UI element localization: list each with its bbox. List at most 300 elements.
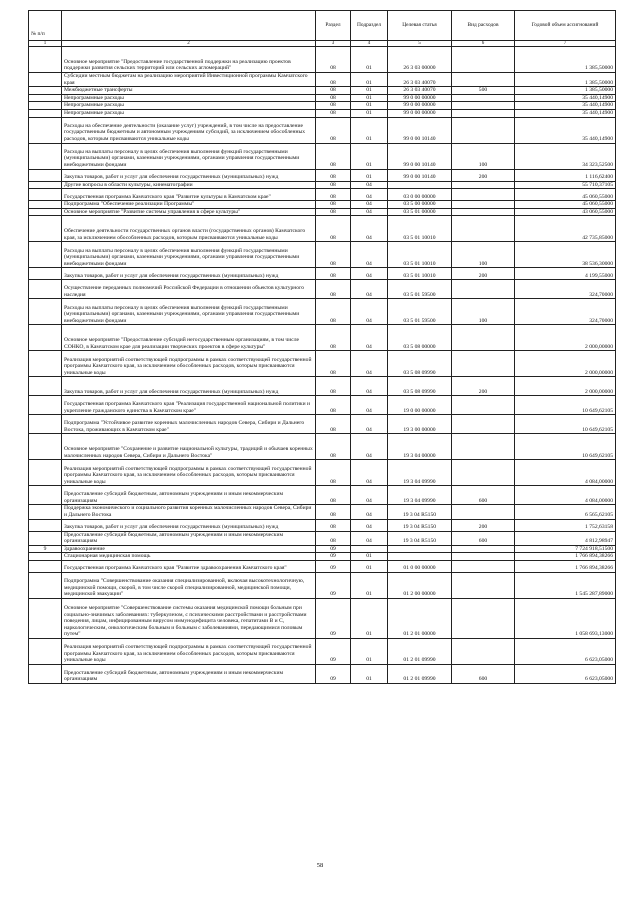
col-number: 1	[29, 41, 62, 47]
row-section: 08	[316, 189, 351, 201]
row-target: 01 2 01 00000	[388, 598, 452, 638]
row-amount: 35 440,14900	[515, 102, 616, 110]
row-amount: 43 060,55000	[515, 208, 616, 216]
row-name: Подпрограмма "Совершенствование оказания специализированной, включая высокотехнологичную, медицинской помощи, скорой, в том числе скорой специализированной, медицинской помощи, медицинской эвакуации"	[62, 572, 316, 598]
row-amount: 1 385,50000	[515, 47, 616, 73]
table-row	[29, 201, 616, 209]
row-section: 08	[316, 47, 351, 73]
row-expense-type	[452, 396, 515, 415]
row-amount: 45 060,55000	[515, 189, 616, 201]
col-number: 5	[388, 41, 452, 47]
row-subsection: 01	[351, 73, 388, 87]
row-section: 08	[316, 242, 351, 268]
col-number: 2	[62, 41, 316, 47]
row-target: 03 0 00 00000	[388, 189, 452, 201]
row-subsection: 01	[351, 143, 388, 169]
table-header-row	[29, 11, 616, 41]
row-section: 08	[316, 434, 351, 460]
row-amount: 2 000,00000	[515, 325, 616, 351]
row-subsection: 04	[351, 505, 388, 519]
row-amount: 10 649,62105	[515, 396, 616, 415]
row-subsection: 01	[351, 117, 388, 143]
row-num	[29, 169, 62, 181]
row-name: Государственная программа Камчатского края "Развитие здравоохранения Камчатского края"	[62, 560, 316, 572]
row-target: 03 5 08 00000	[388, 325, 452, 351]
row-subsection: 01	[351, 553, 388, 561]
row-subsection: 01	[351, 638, 388, 664]
row-expense-type: 200	[452, 268, 515, 280]
row-amount: 4 084,00000	[515, 486, 616, 505]
row-num	[29, 664, 62, 683]
row-expense-type	[452, 216, 515, 242]
row-target	[388, 181, 452, 189]
row-num	[29, 415, 62, 434]
row-expense-type	[452, 415, 515, 434]
row-expense-type	[452, 351, 515, 377]
row-subsection: 01	[351, 664, 388, 683]
row-subsection	[351, 545, 388, 553]
row-num	[29, 102, 62, 110]
row-num	[29, 598, 62, 638]
row-section: 09	[316, 638, 351, 664]
row-num	[29, 109, 62, 117]
row-target: 19 3 04 09990	[388, 460, 452, 486]
row-amount: 35 440,14900	[515, 117, 616, 143]
row-amount: 1 766 894,38266	[515, 553, 616, 561]
row-name: Предоставление субсидий бюджетным, автономным учреждениям и иным некоммерческим организациям	[62, 486, 316, 505]
row-subsection: 01	[351, 94, 388, 102]
row-subsection: 04	[351, 486, 388, 505]
row-subsection: 04	[351, 268, 388, 280]
row-expense-type	[452, 545, 515, 553]
row-subsection: 04	[351, 216, 388, 242]
row-subsection: 04	[351, 242, 388, 268]
row-target: 03 5 01 00000	[388, 208, 452, 216]
table-row	[29, 434, 616, 460]
table-row	[29, 280, 616, 299]
row-section: 08	[316, 169, 351, 181]
row-name: Здравоохранение	[62, 545, 316, 553]
row-section: 08	[316, 396, 351, 415]
row-section: 08	[316, 415, 351, 434]
header-subsection: Подраздел	[351, 11, 388, 41]
row-expense-type: 100	[452, 242, 515, 268]
row-target: 01 2 01 09990	[388, 638, 452, 664]
row-target: 99 0 00 10140	[388, 143, 452, 169]
row-num	[29, 143, 62, 169]
row-num	[29, 351, 62, 377]
row-num	[29, 94, 62, 102]
row-name: Расходы на обеспечение деятельности (оказание услуг) учреждений, в том числе на предоставление государственным бюджетным и автономным учреждениям субсидий, за исключением обособленных расходов, которым присваиваются уникальные коды	[62, 117, 316, 143]
budget-table	[28, 10, 616, 684]
table-row	[29, 638, 616, 664]
row-section: 09	[316, 553, 351, 561]
col-number: 4	[351, 41, 388, 47]
row-section: 08	[316, 505, 351, 519]
row-expense-type	[452, 598, 515, 638]
row-amount: 4 812,98947	[515, 531, 616, 545]
row-expense-type	[452, 117, 515, 143]
row-target: 03 5 08 09990	[388, 377, 452, 396]
table-row	[29, 351, 616, 377]
row-target: 03 5 01 10010	[388, 268, 452, 280]
row-name: Закупка товаров, работ и услуг для обеспечения государственных (муниципальных) нужд	[62, 377, 316, 396]
row-amount: 10 649,62105	[515, 415, 616, 434]
row-amount: 55 710,37105	[515, 181, 616, 189]
row-amount: 10 649,62105	[515, 434, 616, 460]
row-amount: 34 323,52500	[515, 143, 616, 169]
row-subsection: 04	[351, 181, 388, 189]
row-num	[29, 47, 62, 73]
table-row	[29, 396, 616, 415]
row-subsection: 01	[351, 572, 388, 598]
row-amount: 6 565,62105	[515, 505, 616, 519]
row-expense-type	[452, 460, 515, 486]
row-expense-type	[452, 189, 515, 201]
row-num	[29, 189, 62, 201]
row-target: 19 0 00 00000	[388, 396, 452, 415]
row-expense-type	[452, 102, 515, 110]
table-row	[29, 505, 616, 519]
row-num: 9	[29, 545, 62, 553]
header-section: Раздел	[316, 11, 351, 41]
row-target: 26 3 03 40070	[388, 73, 452, 87]
table-row	[29, 169, 616, 181]
row-section: 08	[316, 109, 351, 117]
row-num	[29, 325, 62, 351]
row-subsection: 01	[351, 560, 388, 572]
row-section: 08	[316, 201, 351, 209]
row-section: 08	[316, 280, 351, 299]
row-name: Межбюджетные трансферты	[62, 87, 316, 95]
row-num	[29, 299, 62, 325]
row-section: 09	[316, 664, 351, 683]
row-num	[29, 572, 62, 598]
table-row	[29, 299, 616, 325]
table-row	[29, 415, 616, 434]
row-num	[29, 396, 62, 415]
row-amount: 35 440,14900	[515, 109, 616, 117]
row-num	[29, 519, 62, 531]
row-num	[29, 531, 62, 545]
row-subsection: 04	[351, 415, 388, 434]
row-amount: 38 536,30000	[515, 242, 616, 268]
row-expense-type	[452, 638, 515, 664]
table-row	[29, 268, 616, 280]
row-section: 08	[316, 94, 351, 102]
row-name: Закупка товаров, работ и услуг для обеспечения государственных (муниципальных) нужд	[62, 519, 316, 531]
row-name: Непрограммные расходы	[62, 109, 316, 117]
row-expense-type: 100	[452, 299, 515, 325]
row-num	[29, 434, 62, 460]
row-subsection: 04	[351, 280, 388, 299]
row-target: 99 0 00 00000	[388, 102, 452, 110]
row-subsection: 04	[351, 460, 388, 486]
row-name: Предоставление субсидий бюджетным, автономным учреждениям и иным некоммерческим организациям	[62, 664, 316, 683]
row-expense-type	[452, 181, 515, 189]
row-name: Подпрограмма "Устойчивое развитие коренных малочисленных народов Севера, Сибири и Дальнего Востока, проживающих в Камчатском крае"	[62, 415, 316, 434]
table-row	[29, 102, 616, 110]
table-row	[29, 486, 616, 505]
row-expense-type	[452, 560, 515, 572]
row-expense-type	[452, 325, 515, 351]
row-name: Предоставление субсидий бюджетным, автономным учреждениям и иным некоммерческим организациям	[62, 531, 316, 545]
row-section: 08	[316, 486, 351, 505]
row-target: 01 2 00 00000	[388, 572, 452, 598]
row-amount: 45 060,55000	[515, 201, 616, 209]
row-num	[29, 73, 62, 87]
row-subsection: 04	[351, 299, 388, 325]
row-section: 08	[316, 268, 351, 280]
row-amount: 324,70000	[515, 299, 616, 325]
table-row	[29, 519, 616, 531]
row-num	[29, 216, 62, 242]
row-num	[29, 505, 62, 519]
row-name: Основное мероприятие "Развитие системы управления в сфере культуры"	[62, 208, 316, 216]
table-row	[29, 117, 616, 143]
row-num	[29, 87, 62, 95]
row-subsection: 04	[351, 434, 388, 460]
row-section: 08	[316, 181, 351, 189]
row-target: 01 2 01 09990	[388, 664, 452, 683]
row-num	[29, 377, 62, 396]
row-expense-type	[452, 505, 515, 519]
table-body	[29, 47, 616, 684]
row-name: Непрограммные расходы	[62, 102, 316, 110]
table-row	[29, 572, 616, 598]
col-number: 6	[452, 41, 515, 47]
table-row	[29, 553, 616, 561]
row-target: 99 0 00 10140	[388, 169, 452, 181]
table-row	[29, 216, 616, 242]
row-amount: 4 199,55000	[515, 268, 616, 280]
row-amount: 1 385,50000	[515, 87, 616, 95]
row-num	[29, 201, 62, 209]
row-section: 08	[316, 325, 351, 351]
table-row	[29, 181, 616, 189]
row-section: 08	[316, 73, 351, 87]
row-subsection: 04	[351, 377, 388, 396]
row-amount: 1 752,63158	[515, 519, 616, 531]
row-subsection: 01	[351, 47, 388, 73]
row-num	[29, 486, 62, 505]
row-expense-type	[452, 208, 515, 216]
row-name: Субсидии местным бюджетам на реализацию мероприятий Инвестиционной программы Камчатского края	[62, 73, 316, 87]
row-subsection: 01	[351, 87, 388, 95]
row-name: Расходы на выплаты персоналу в целях обеспечения выполнения функций государственными (муниципальными) органами, казенными учреждениями, органами управления государственными внебюджетными фондами	[62, 143, 316, 169]
table-row	[29, 377, 616, 396]
row-amount: 35 440,14900	[515, 94, 616, 102]
page-number: 58	[316, 862, 324, 869]
row-subsection: 04	[351, 325, 388, 351]
row-name: Поддержка экономического и социального развития коренных малочисленных народов Севера, Сибири и Дальнего Востока	[62, 505, 316, 519]
row-target: 19 3 00 00000	[388, 415, 452, 434]
row-name: Непрограммные расходы	[62, 94, 316, 102]
row-section: 08	[316, 377, 351, 396]
row-expense-type	[452, 553, 515, 561]
row-name: Расходы на выплаты персоналу в целях обеспечения выполнения функций государственными (муниципальными) органами, казенными учреждениями, органами управления государственными внебюджетными фондами	[62, 299, 316, 325]
row-expense-type	[452, 73, 515, 87]
row-subsection: 04	[351, 201, 388, 209]
row-amount: 324,70000	[515, 280, 616, 299]
table-row	[29, 208, 616, 216]
table-row	[29, 560, 616, 572]
row-num	[29, 280, 62, 299]
row-expense-type	[452, 280, 515, 299]
row-expense-type: 200	[452, 519, 515, 531]
row-target: 19 3 04 R5150	[388, 531, 452, 545]
row-num	[29, 208, 62, 216]
row-target: 19 3 04 00000	[388, 434, 452, 460]
row-name: Другие вопросы в области культуры, кинематографии	[62, 181, 316, 189]
row-name: Основное мероприятие "Предоставление государственной поддержки на реализацию проектов поддержки развития сельских территорий или сельских агломераций"	[62, 47, 316, 73]
row-section: 08	[316, 102, 351, 110]
row-name: Стационарная медицинская помощь	[62, 553, 316, 561]
row-section: 08	[316, 216, 351, 242]
table-row	[29, 87, 616, 95]
table-row	[29, 143, 616, 169]
table-row	[29, 189, 616, 201]
row-section: 09	[316, 560, 351, 572]
table-row	[29, 242, 616, 268]
row-num	[29, 117, 62, 143]
row-num	[29, 638, 62, 664]
row-num	[29, 553, 62, 561]
row-expense-type: 500	[452, 87, 515, 95]
row-section: 08	[316, 351, 351, 377]
header-expense-type: Вид расходов	[452, 11, 515, 41]
row-amount: 1 058 693,13000	[515, 598, 616, 638]
table-row	[29, 545, 616, 553]
row-expense-type: 600	[452, 531, 515, 545]
row-subsection: 04	[351, 189, 388, 201]
row-subsection: 01	[351, 169, 388, 181]
table-row	[29, 73, 616, 87]
row-target: 26 3 03 00000	[388, 47, 452, 73]
row-section: 08	[316, 87, 351, 95]
row-name: Государственная программа Камчатского края "Реализация государственной национальной политики и укрепление гражданского единства в Камчатском крае"	[62, 396, 316, 415]
row-name: Реализация мероприятий соответствующей подпрограммы в рамках соответствующей государственной программы Камчатского края, за исключением обособленных расходов, которым присваиваются уникальные коды	[62, 638, 316, 664]
row-expense-type: 200	[452, 377, 515, 396]
row-amount: 1 545 287,89000	[515, 572, 616, 598]
row-subsection: 04	[351, 396, 388, 415]
row-target: 03 5 08 09990	[388, 351, 452, 377]
budget-table-page	[28, 10, 615, 684]
row-target: 99 0 00 00000	[388, 109, 452, 117]
row-amount: 2 000,00000	[515, 377, 616, 396]
row-num	[29, 460, 62, 486]
row-name: Расходы на выплаты персоналу в целях обеспечения выполнения функций государственными (муниципальными) органами, казенными учреждениями, органами управления государственными внебюджетными фондами	[62, 242, 316, 268]
row-subsection: 04	[351, 351, 388, 377]
header-target: Целевая статья	[388, 11, 452, 41]
row-expense-type	[452, 94, 515, 102]
row-target: 01 0 00 00000	[388, 560, 452, 572]
row-name: Основное мероприятие "Совершенствование системы оказания медицинской помощи больным при социально-значимых заболеваниях: туберкулезом, с психическими расстройствами и расстройствами поведения, лицам, инфицированным вирусом иммунодефицита человека, гепатитами B и C, наркологическим, онкологическим больным и больным с заболеваниями, передающимися половым путем"	[62, 598, 316, 638]
row-amount: 6 623,05000	[515, 638, 616, 664]
row-subsection: 04	[351, 519, 388, 531]
row-section: 08	[316, 519, 351, 531]
table-row	[29, 47, 616, 73]
row-name: Обеспечение деятельности государственных органов власти (государственных органов) Камчатского края, за исключением обособленных расходов, которым присваиваются уникальные коды	[62, 216, 316, 242]
row-amount: 1 116,62400	[515, 169, 616, 181]
row-target: 19 3 04 09990	[388, 486, 452, 505]
row-target	[388, 545, 452, 553]
row-name: Реализация мероприятий соответствующей подпрограммы в рамках соответствующей государственной программы Камчатского края, за исключением обособленных расходов, которым присваиваются уникальные коды	[62, 351, 316, 377]
row-num	[29, 268, 62, 280]
row-amount: 2 000,00000	[515, 351, 616, 377]
row-name: Государственная программа Камчатского края "Развитие культуры в Камчатском крае"	[62, 189, 316, 201]
row-target: 19 3 04 R5150	[388, 519, 452, 531]
row-section: 08	[316, 299, 351, 325]
row-amount: 6 623,05000	[515, 664, 616, 683]
row-expense-type	[452, 434, 515, 460]
row-subsection: 01	[351, 109, 388, 117]
row-expense-type	[452, 109, 515, 117]
row-name: Осуществление переданных полномочий Российской Федерации в отношении объектов культурного наследия	[62, 280, 316, 299]
row-target: 99 0 00 10140	[388, 117, 452, 143]
row-num	[29, 242, 62, 268]
table-row	[29, 664, 616, 683]
col-number: 3	[316, 41, 351, 47]
header-name	[62, 11, 316, 41]
row-name: Закупка товаров, работ и услуг для обеспечения государственных (муниципальных) нужд	[62, 169, 316, 181]
row-expense-type	[452, 201, 515, 209]
row-num	[29, 181, 62, 189]
row-expense-type	[452, 47, 515, 73]
row-section: 08	[316, 460, 351, 486]
header-amount: Годовой объем ассигнований	[515, 11, 616, 41]
row-name: Основное мероприятие "Предоставление субсидий негосударственным организациям, в том числе СОНКО, в Камчатском крае для реализации творческих проектов в сфере культуры"	[62, 325, 316, 351]
row-num	[29, 560, 62, 572]
row-amount: 42 735,85000	[515, 216, 616, 242]
row-target: 26 3 03 40070	[388, 87, 452, 95]
row-name: Реализация мероприятий соответствующей подпрограммы в рамках соответствующей государственной программы Камчатского края, за исключением обособленных расходов, которым присваиваются уникальные коды	[62, 460, 316, 486]
col-number: 7	[515, 41, 616, 47]
table-row	[29, 94, 616, 102]
row-name: Закупка товаров, работ и услуг для обеспечения государственных (муниципальных) нужд	[62, 268, 316, 280]
row-section: 09	[316, 572, 351, 598]
table-row	[29, 531, 616, 545]
row-amount: 1 385,50000	[515, 73, 616, 87]
row-section: 08	[316, 531, 351, 545]
row-target: 03 5 01 59500	[388, 299, 452, 325]
table-row	[29, 109, 616, 117]
row-expense-type	[452, 572, 515, 598]
row-expense-type: 100	[452, 143, 515, 169]
row-subsection: 01	[351, 598, 388, 638]
row-target: 03 5 01 10010	[388, 216, 452, 242]
row-expense-type: 200	[452, 169, 515, 181]
row-name: Подпрограмма "Обеспечение реализации Программы"	[62, 201, 316, 209]
row-subsection: 04	[351, 208, 388, 216]
row-target: 03 5 00 00000	[388, 201, 452, 209]
row-expense-type: 600	[452, 664, 515, 683]
table-row	[29, 325, 616, 351]
row-section: 08	[316, 208, 351, 216]
row-section: 09	[316, 545, 351, 553]
row-section: 08	[316, 117, 351, 143]
table-row	[29, 598, 616, 638]
row-target: 03 5 01 59500	[388, 280, 452, 299]
row-amount: 7 724 918,51500	[515, 545, 616, 553]
row-expense-type: 600	[452, 486, 515, 505]
header-num: № п/п	[29, 11, 62, 41]
row-name: Основное мероприятие "Сохранение и развитие национальной культуры, традиций и обычаев коренных малочисленных народов Севера, Сибири и Дальнего Востока"	[62, 434, 316, 460]
row-section: 08	[316, 143, 351, 169]
row-subsection: 01	[351, 102, 388, 110]
row-subsection: 04	[351, 531, 388, 545]
row-amount: 4 084,00000	[515, 460, 616, 486]
